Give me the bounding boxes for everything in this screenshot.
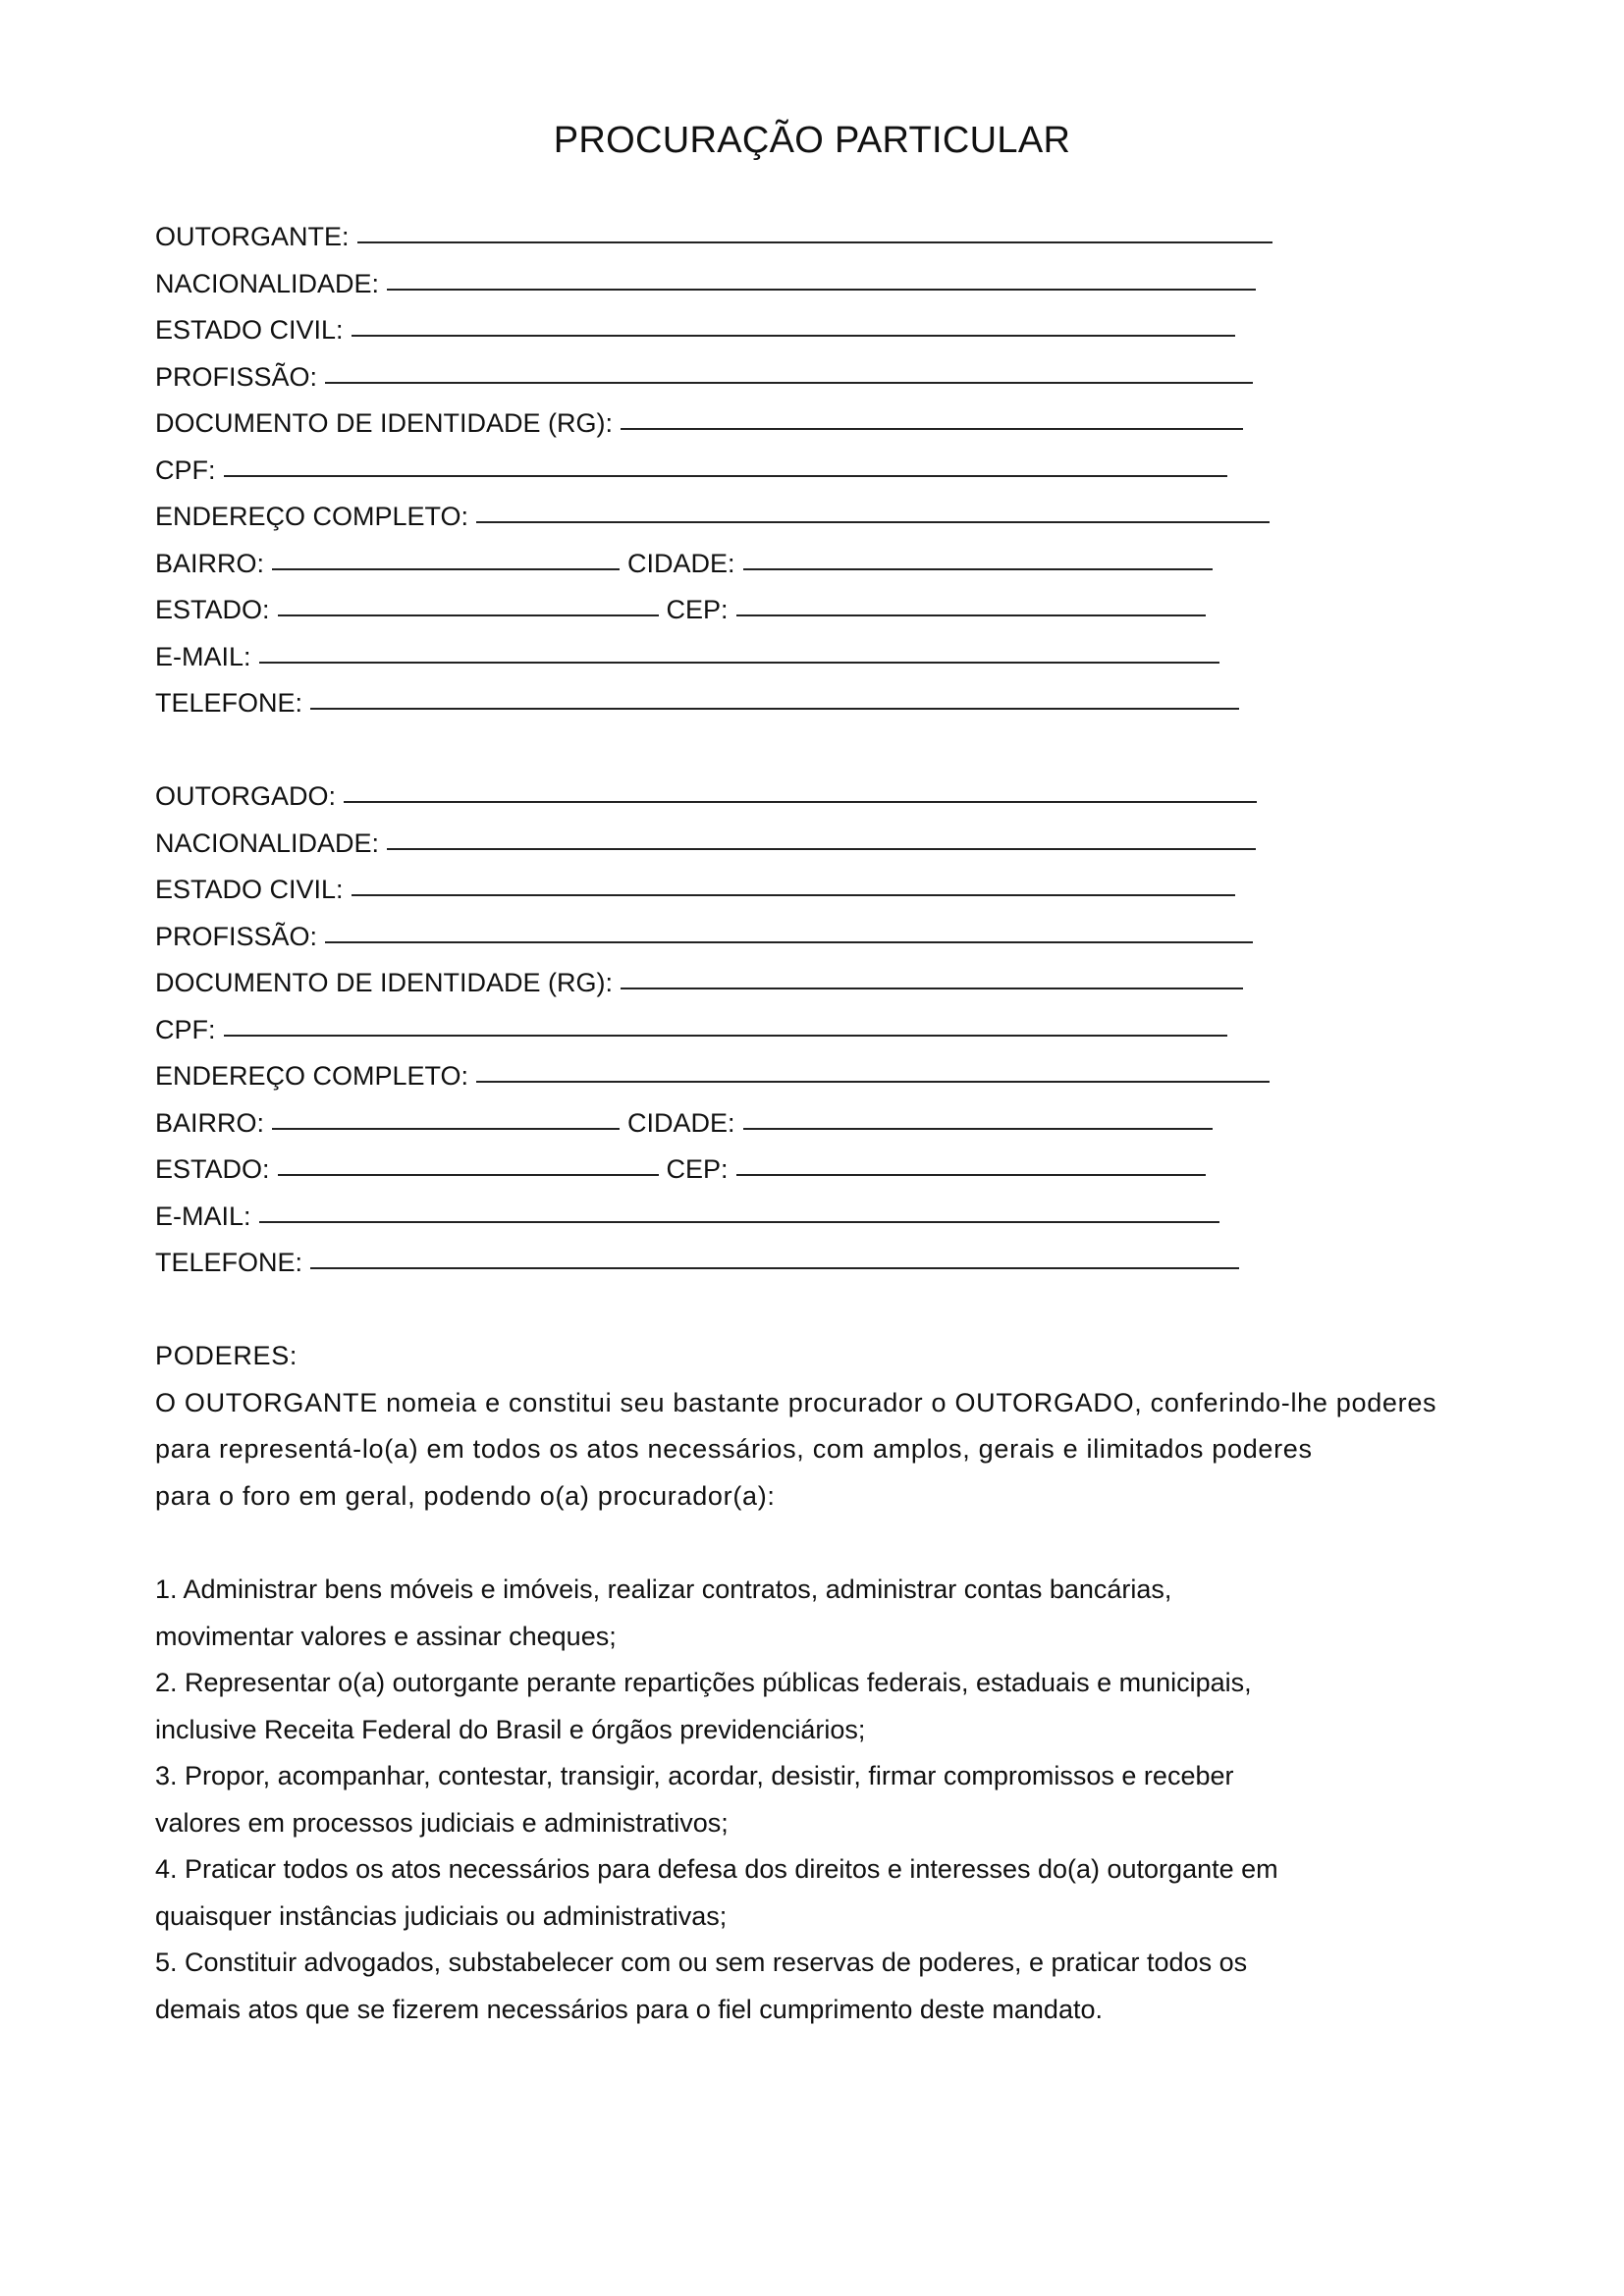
profissao-blank[interactable] [325, 381, 1253, 384]
cep-blank[interactable] [736, 1173, 1206, 1176]
cep-label: CEP: [666, 595, 729, 624]
outorgante-estado-civil-row [155, 307, 1530, 354]
outorgante-telefone-row [155, 680, 1530, 727]
list-item: valores em processos judiciais e administrativos; [155, 1807, 729, 1838]
rg-label: DOCUMENTO DE IDENTIDADE (RG): [155, 968, 614, 997]
outorgado-telefone-row [155, 1240, 1530, 1287]
outorgante-name-row [155, 214, 1530, 261]
list-item: quaisquer instâncias judiciais ou administrativas; [155, 1900, 728, 1931]
outorgado-cpf-row [155, 1007, 1530, 1054]
outorgante-cpf-row [155, 448, 1530, 495]
endereco-label: ENDEREÇO COMPLETO: [155, 502, 469, 531]
endereco-label: ENDEREÇO COMPLETO: [155, 1061, 469, 1091]
cidade-label: CIDADE: [627, 1107, 735, 1138]
email-label: E-MAIL: [155, 1201, 251, 1231]
email-label: E-MAIL: [155, 641, 251, 671]
rg-blank[interactable] [621, 427, 1243, 430]
list-item: 2. Representar o(a) outorgante perante repartições públicas federais, estaduais e municipais, [155, 1668, 1252, 1697]
estado-civil-blank[interactable] [352, 893, 1235, 896]
profissao-label: PROFISSÃO: [155, 921, 318, 951]
outorgante-profissao-row [155, 354, 1530, 401]
outorgado-name-blank[interactable] [344, 800, 1257, 803]
poderes-heading: PODERES: [155, 1341, 298, 1370]
cep-label: CEP: [666, 1154, 729, 1184]
outorgante-nacionalidade-row [155, 261, 1530, 308]
telefone-label: TELEFONE: [155, 1248, 303, 1277]
outorgante-email-row [155, 634, 1530, 681]
list-item: 1. Administrar bens móveis e imóveis, realizar contratos, administrar contas bancárias, [155, 1575, 1172, 1604]
list-item: 3. Propor, acompanhar, contestar, transigir, acordar, desistir, firmar compromissos e receber [155, 1761, 1234, 1790]
profissao-blank[interactable] [325, 940, 1253, 943]
profissao-label: PROFISSÃO: [155, 361, 318, 392]
cidade-blank[interactable] [743, 1127, 1213, 1130]
outorgado-estado-civil-row [155, 867, 1530, 914]
outorgante-rg-row [155, 400, 1530, 448]
outorgado-label: OUTORGADO: [155, 781, 337, 811]
bairro-label: BAIRRO: [155, 1107, 265, 1138]
email-blank[interactable] [259, 661, 1219, 664]
bairro-blank[interactable] [272, 567, 620, 570]
poderes-section [155, 1333, 1549, 1520]
telefone-blank[interactable] [310, 1266, 1239, 1269]
telefone-blank[interactable] [310, 707, 1239, 710]
estado-civil-label: ESTADO CIVIL: [155, 315, 344, 345]
list-item: 5. Constituir advogados, substabelecer com ou sem reservas de poderes, e praticar todos os [155, 1948, 1248, 1977]
estado-blank[interactable] [278, 614, 659, 616]
poderes-paragraph-line: O OUTORGANTE nomeia e constitui seu bastante procurador o OUTORGADO, conferindo-lhe poderes [155, 1387, 1437, 1417]
outorgado-section [155, 774, 1530, 1287]
document-title: PROCURAÇÃO PARTICULAR [553, 120, 1071, 161]
cep-blank[interactable] [736, 614, 1206, 616]
bairro-label: BAIRRO: [155, 548, 265, 578]
bairro-blank[interactable] [272, 1127, 620, 1130]
outorgante-name-blank[interactable] [357, 240, 1272, 243]
cpf-label: CPF: [155, 1014, 216, 1044]
estado-blank[interactable] [278, 1173, 659, 1176]
poderes-paragraph-line: para representá-lo(a) em todos os atos necessários, com amplos, gerais e ilimitados poderes [155, 1434, 1313, 1464]
estado-civil-label: ESTADO CIVIL: [155, 875, 344, 904]
rg-label: DOCUMENTO DE IDENTIDADE (RG): [155, 408, 614, 438]
telefone-label: TELEFONE: [155, 688, 303, 718]
nacionalidade-blank[interactable] [387, 847, 1256, 850]
outorgado-nacionalidade-row [155, 821, 1530, 868]
poderes-paragraph-line: para o foro em geral, podendo o(a) procurador(a): [155, 1480, 776, 1511]
cpf-blank[interactable] [224, 1034, 1227, 1037]
cpf-blank[interactable] [224, 474, 1227, 477]
rg-blank[interactable] [621, 987, 1243, 989]
list-item: inclusive Receita Federal do Brasil e órgãos previdenciários; [155, 1714, 866, 1744]
outorgante-label: OUTORGANTE: [155, 222, 350, 251]
outorgado-email-row [155, 1194, 1530, 1241]
outorgado-bairro-cidade-row [155, 1100, 1530, 1148]
estado-label: ESTADO: [155, 595, 270, 624]
nacionalidade-label: NACIONALIDADE: [155, 828, 380, 858]
outorgado-endereco-row [155, 1053, 1530, 1100]
outorgado-profissao-row [155, 914, 1530, 961]
list-item: 4. Praticar todos os atos necessários para defesa dos direitos e interesses do(a) outorgante em [155, 1854, 1278, 1884]
nacionalidade-blank[interactable] [387, 288, 1256, 291]
list-item: movimentar valores e assinar cheques; [155, 1621, 617, 1651]
outorgado-estado-cep-row [155, 1147, 1530, 1194]
email-blank[interactable] [259, 1220, 1219, 1223]
poderes-list [155, 1567, 1530, 2033]
nacionalidade-label: NACIONALIDADE: [155, 268, 380, 298]
cidade-blank[interactable] [743, 567, 1213, 570]
outorgado-name-row [155, 774, 1530, 821]
estado-civil-blank[interactable] [352, 334, 1235, 337]
outorgante-estado-cep-row [155, 587, 1530, 634]
endereco-blank[interactable] [476, 1080, 1270, 1083]
outorgante-bairro-cidade-row [155, 541, 1530, 588]
endereco-blank[interactable] [476, 520, 1270, 523]
outorgado-rg-row [155, 960, 1530, 1007]
outorgante-section [155, 214, 1530, 727]
cidade-label: CIDADE: [627, 548, 735, 578]
list-item: demais atos que se fizerem necessários para o fiel cumprimento deste mandato. [155, 1994, 1103, 2024]
cpf-label: CPF: [155, 454, 216, 485]
estado-label: ESTADO: [155, 1154, 270, 1184]
outorgante-endereco-row [155, 494, 1530, 541]
